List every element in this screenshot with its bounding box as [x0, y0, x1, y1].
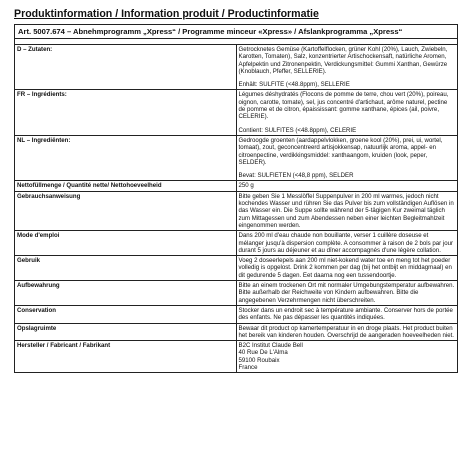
address-line-0: B2C Institut Claude Bell [238, 342, 303, 350]
row-mode-emploi [15, 231, 458, 256]
paragraph-mode-emploi-0: Dans 200 ml d'eau chaude non bouillante, verser 1 cuillère doseuse et mélanger jusqu'à dispersion complète. A consommer à raison de 2 bols par jour durant 5 jours au déjeuner et au dîner accompagnés d'une légère collation. [238, 232, 454, 254]
label-fr-ingredients: FR – Ingrédients: [15, 90, 237, 135]
label-d-zutaten: D – Zutaten: [15, 45, 237, 90]
value-nl-ingredienten [236, 135, 458, 180]
label-hersteller: Hersteller / Fabricant / Fabrikant [15, 341, 237, 373]
address-line-3: France [238, 363, 258, 371]
label-gebrauchsanweisung: Gebrauchsanweisung [15, 191, 237, 230]
row-hersteller [15, 341, 458, 373]
paragraph-nl-ingredienten-0: Gedroogde groenten (aardappelvlokken, groene kool (20%), prei, ui, wortel, tomaat), zout, geconcentreerd artisjokkensap, natuurlijk aroma, appel- en citroenpectine, verdikkingsmiddel: xanthaangom, kruiden (look, peper, SELDER). [238, 136, 443, 166]
value-conservation [236, 305, 458, 323]
row-gebruik [15, 256, 458, 281]
label-opslagruimte: Opslagruimte [15, 323, 237, 341]
address-line-2: 59100 Roubaix [238, 356, 280, 364]
paragraph-nl-ingredienten-1: Bevat: SULFIETEN (<48,8 ppm), SELDER [238, 172, 354, 180]
row-aufbewahrung [15, 281, 458, 306]
value-gebruik [236, 256, 458, 281]
value-aufbewahrung [236, 281, 458, 306]
value-fr-ingredients [236, 90, 458, 135]
paragraph-fr-ingredients-0: Légumes déshydratés (Flocons de pomme de terre, chou vert (20%), poireau, oignon, carotte, tomate), sel, jus concentré d'artichaut, arôme naturel, pectine de pomme et de citron, épaississant: gomme xanthane, épices (ail, poivre, CELERIE). [238, 91, 449, 121]
row-opslagruimte [15, 323, 458, 341]
value-gebrauchsanweisung [236, 191, 458, 230]
label-nettofuellmenge: Nettofüllmenge / Quantité nette/ Nettohoeveelheid [15, 181, 237, 191]
paragraph-conservation-0: Stocker dans un endroit sec à température ambiante. Conserver hors de portée des enfants. Ne pas dépasser les quantités indiquées. [238, 306, 453, 322]
value-hersteller [236, 341, 458, 373]
article-row [15, 25, 458, 39]
paragraph-aufbewahrung-0: Bitte an einem trockenen Ort mit normaler Umgebungstemperatur aufbewahren. Bitte außerhalb der Reichweite von Kindern aufbewahren. Bitte die angegebenen Verzehrmengen nicht überschreiten. [238, 282, 455, 304]
value-d-zutaten [236, 45, 458, 90]
address-line-1: 40 Rue De L'Alma [238, 349, 288, 357]
product-info-table [14, 24, 458, 373]
value-opslagruimte [236, 323, 458, 341]
label-gebruik: Gebruik [15, 256, 237, 281]
label-conservation: Conservation [15, 305, 237, 323]
paragraph-opslagruimte-0: Bewaar dit product op kamertemperatuur in en droge plaats. Het product buiten het bereik van kinderen houden. Overschrijd de aangeraden hoeveelheden niet. [238, 324, 454, 339]
product-sheet [14, 8, 458, 373]
document-title: Produktinformation / Information produit / Productinformatie [14, 8, 319, 20]
row-d-zutaten [15, 45, 458, 90]
paragraph-gebrauchsanweisung-0: Bitte geben Sie 1 Messlöffel Suppenpulver in 200 ml warmes, jedoch nicht kochendes Wasser und rühren Sie das Pulver bis zum vollständigen Auflösen in das Wasser ein. Die Suppe sollte während der 5-tägigen Kur zweimal täglich zum Mittagessen und zum Abendessen neben einer leichten Begleitmahlzeit eingenommen werden. [238, 192, 454, 229]
paragraph-gebruik-0: Voeg 2 doseerlepels aan 200 ml niet-kokend water toe en meng tot het poeder volledig is opgelost. Drink 2 kommen per dag (bij het ontbijt en middagmaal) en dit gedurende 5 dagen. Eet daarna nog een tussendoortje. [238, 257, 452, 279]
paragraph-fr-ingredients-1: Contient: SULFITES (<48.8ppm), CELERIE [238, 126, 357, 134]
row-fr-ingredients [15, 90, 458, 135]
article-heading: Art. 5007.674 – Abnehmprogramm „Xpress“ / Programme minceur «Xpress» / Afslankprogramma „Xpress“ [15, 25, 458, 39]
row-gebrauchsanweisung [15, 191, 458, 230]
label-nl-ingredienten: NL – Ingrediënten: [15, 135, 237, 180]
paragraph-nettofuellmenge-0: 250 g [238, 182, 254, 190]
paragraph-d-zutaten-0: Getrocknetes Gemüse (Kartoffelflocken, grüner Kohl (20%), Lauch, Zwiebeln, Karotten, Tomaten), Salz, konzentrierter Artischockensaft, natürliche Aromen, Apfelpektin und Zitronenpektin, Verdickungsmittel: Gummi Xanthan, Gewürze (Knoblauch, Pfeffer, SELLERIE). [238, 46, 448, 75]
paragraph-d-zutaten-1: Enhält: SULFITE (<48.8ppm), SELLERIE [238, 81, 350, 89]
label-mode-emploi: Mode d'emploi [15, 231, 237, 256]
value-nettofuellmenge [236, 181, 458, 191]
row-conservation [15, 305, 458, 323]
value-mode-emploi [236, 231, 458, 256]
row-nettofuellmenge [15, 181, 458, 191]
label-aufbewahrung: Aufbewahrung [15, 281, 237, 306]
row-nl-ingredienten [15, 135, 458, 180]
